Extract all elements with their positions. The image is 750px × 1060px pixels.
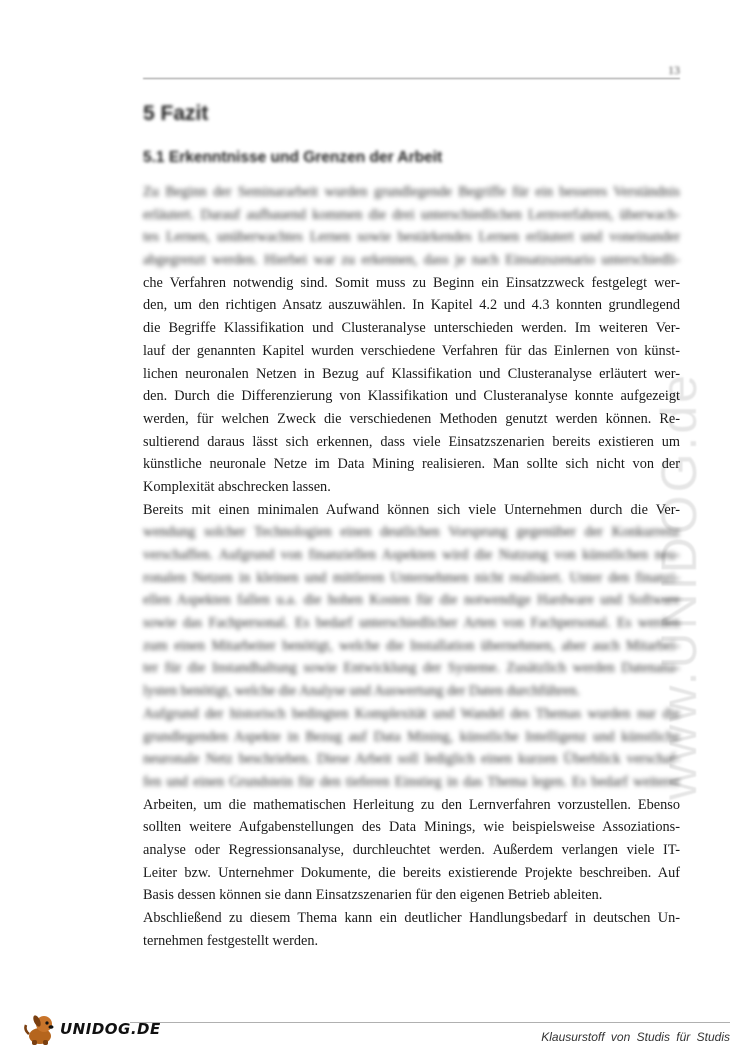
text-line: verschaffen. Aufgrund von finanziellen Aspekten wird die Nutzung von künstlichen neu- bbox=[143, 547, 680, 563]
text-line: sowie das Fachpersonal. Es bedarf unterschiedlicher Arten von Fachpersonal. Es werden bbox=[143, 615, 680, 632]
text-line: sultierend daraus lässt sich erkennen, dass viele Einsatzszenarien bereits existieren um bbox=[143, 433, 680, 450]
text-line: den, um den richtigen Ansatz auszuwählen. In Kapitel 4.2 und 4.3 konnten grundlegend bbox=[143, 297, 680, 314]
text-line: sollten weitere Aufgabenstellungen des Data Minings, wie beispielsweise Assoziations- bbox=[143, 819, 680, 836]
page-number: 13 bbox=[668, 63, 680, 77]
body-text bbox=[143, 181, 680, 952]
text-line: lauf der genannten Kapitel wurden verschiedene Verfahren für das Einlernen von künst- bbox=[143, 342, 680, 359]
text-line: ellen Aspekten fallen u.a. die hohen Kosten für die notwendige Hardware und Software bbox=[143, 592, 680, 609]
unidog-logo[interactable] bbox=[22, 1012, 161, 1046]
text-line: werden, für welchen Zweck die verschiedenen Methoden genutzt werden können. Re- bbox=[143, 410, 680, 427]
footer-tagline: Klausurstoff von Studis für Studis bbox=[541, 1030, 730, 1044]
text-line: Leiter bzw. Unternehmer Dokumente, die bereits existierende Projekte beschreiben. Auf bbox=[143, 864, 680, 881]
text-line: lichen neuronalen Netzen in Bezug auf Klassifikation und Clusteranalyse erläutert wer- bbox=[143, 365, 680, 382]
text-line: den. Durch die Differenzierung von Klassifikation und Clusteranalyse konnte aufgezeigt bbox=[143, 388, 680, 405]
text-line: Aufgrund der historisch bedingten Komplexität und Wandel des Themas wurden nur die bbox=[143, 705, 680, 722]
text-line: die Begriffe Klassifikation und Clusteranalyse unterschieden werden. Im weiteren Ver- bbox=[143, 320, 680, 337]
watermark-text: www.UNIDOG.de bbox=[651, 372, 707, 800]
text-line: Abschließend zu diesem Thema kann ein deutlicher Handlungsbedarf in deutschen Un- bbox=[143, 910, 680, 926]
text-line: Bereits mit einen minimalen Aufwand können sich viele Unternehmen durch die Ver- bbox=[143, 501, 680, 518]
text-line: analyse oder Regressionsanalyse, durchleuchtet werden. Außerdem verlangen viele IT- bbox=[143, 841, 680, 858]
section-title: 5.1 Erkenntnisse und Grenzen der Arbeit bbox=[143, 149, 443, 166]
text-line: Zu Beginn der Seminararbeit wurden grundlegende Begriffe für ein besseres Verständnis bbox=[143, 184, 680, 200]
text-line: ter für die Instandhaltung sowie Entwicklung der Systeme. Zusätzlich werden Datenana- bbox=[143, 660, 680, 677]
footer-rule bbox=[130, 1022, 730, 1023]
text-line: abgegrenzt werden. Hierbei war zu erkennen, dass je nach Einsatzszenario unterschiedli- bbox=[143, 252, 680, 269]
text-line: erläutert. Darauf aufbauend kommen die drei unterschiedlichen Lernverfahren, überwach- bbox=[143, 206, 680, 223]
text-line: künstliche neuronale Netze im Data Mining realisieren. Man sollte sich nicht von der bbox=[143, 456, 680, 473]
text-line: che Verfahren notwendig sind. Somit muss zu Beginn ein Einsatzzweck festgelegt wer- bbox=[143, 274, 680, 291]
text-line: Arbeiten, um die mathematischen Herleitung zu den Lernverfahren vorzustellen. Ebenso bbox=[143, 796, 680, 813]
text-line: ternehmen festgestellt werden. bbox=[143, 932, 319, 949]
text-line: Komplexität abschrecken lassen. bbox=[143, 478, 331, 495]
text-line: ronalen Netzen in kleinen und mittleren Unternehmen nicht realisiert. Unter den finanzi- bbox=[143, 569, 680, 586]
text-line: wendung solcher Technologien einen deutlichen Vorsprung gegenüber der Konkurrenz bbox=[143, 524, 680, 541]
dog-mascot-icon bbox=[22, 1012, 58, 1046]
text-line: zum einen Mitarbeiter benötigt, welche die Installation übernehmen, aber auch Mitarbei- bbox=[143, 637, 680, 654]
text-line: tes Lernen, unüberwachtes Lernen sowie bestärkendes Lernen erläutert und voneinander bbox=[143, 229, 680, 246]
header-rule bbox=[143, 78, 680, 79]
text-line: fen und einen Grundstein für den tieferen Einstieg in das Thema legen. Es bedarf weiterer bbox=[143, 773, 680, 790]
text-line: neuronale Netz beschrieben. Diese Arbeit soll lediglich einen kurzen Überblick verschaf- bbox=[143, 751, 680, 768]
text-line: grundlegenden Aspekte in Bezug auf Data Mining, künstliche Intelligenz und künstliche bbox=[143, 728, 680, 745]
chapter-title: 5 Fazit bbox=[143, 102, 209, 125]
logo-text: UNIDOG.DE bbox=[60, 1020, 161, 1038]
text-line: lysten benötigt, welche die Analyse und Auswertung der Daten durchführen. bbox=[143, 683, 581, 700]
text-line: Basis dessen können sie dann Einsatzszenarien für den eigenen Betrieb ableiten. bbox=[143, 887, 603, 904]
